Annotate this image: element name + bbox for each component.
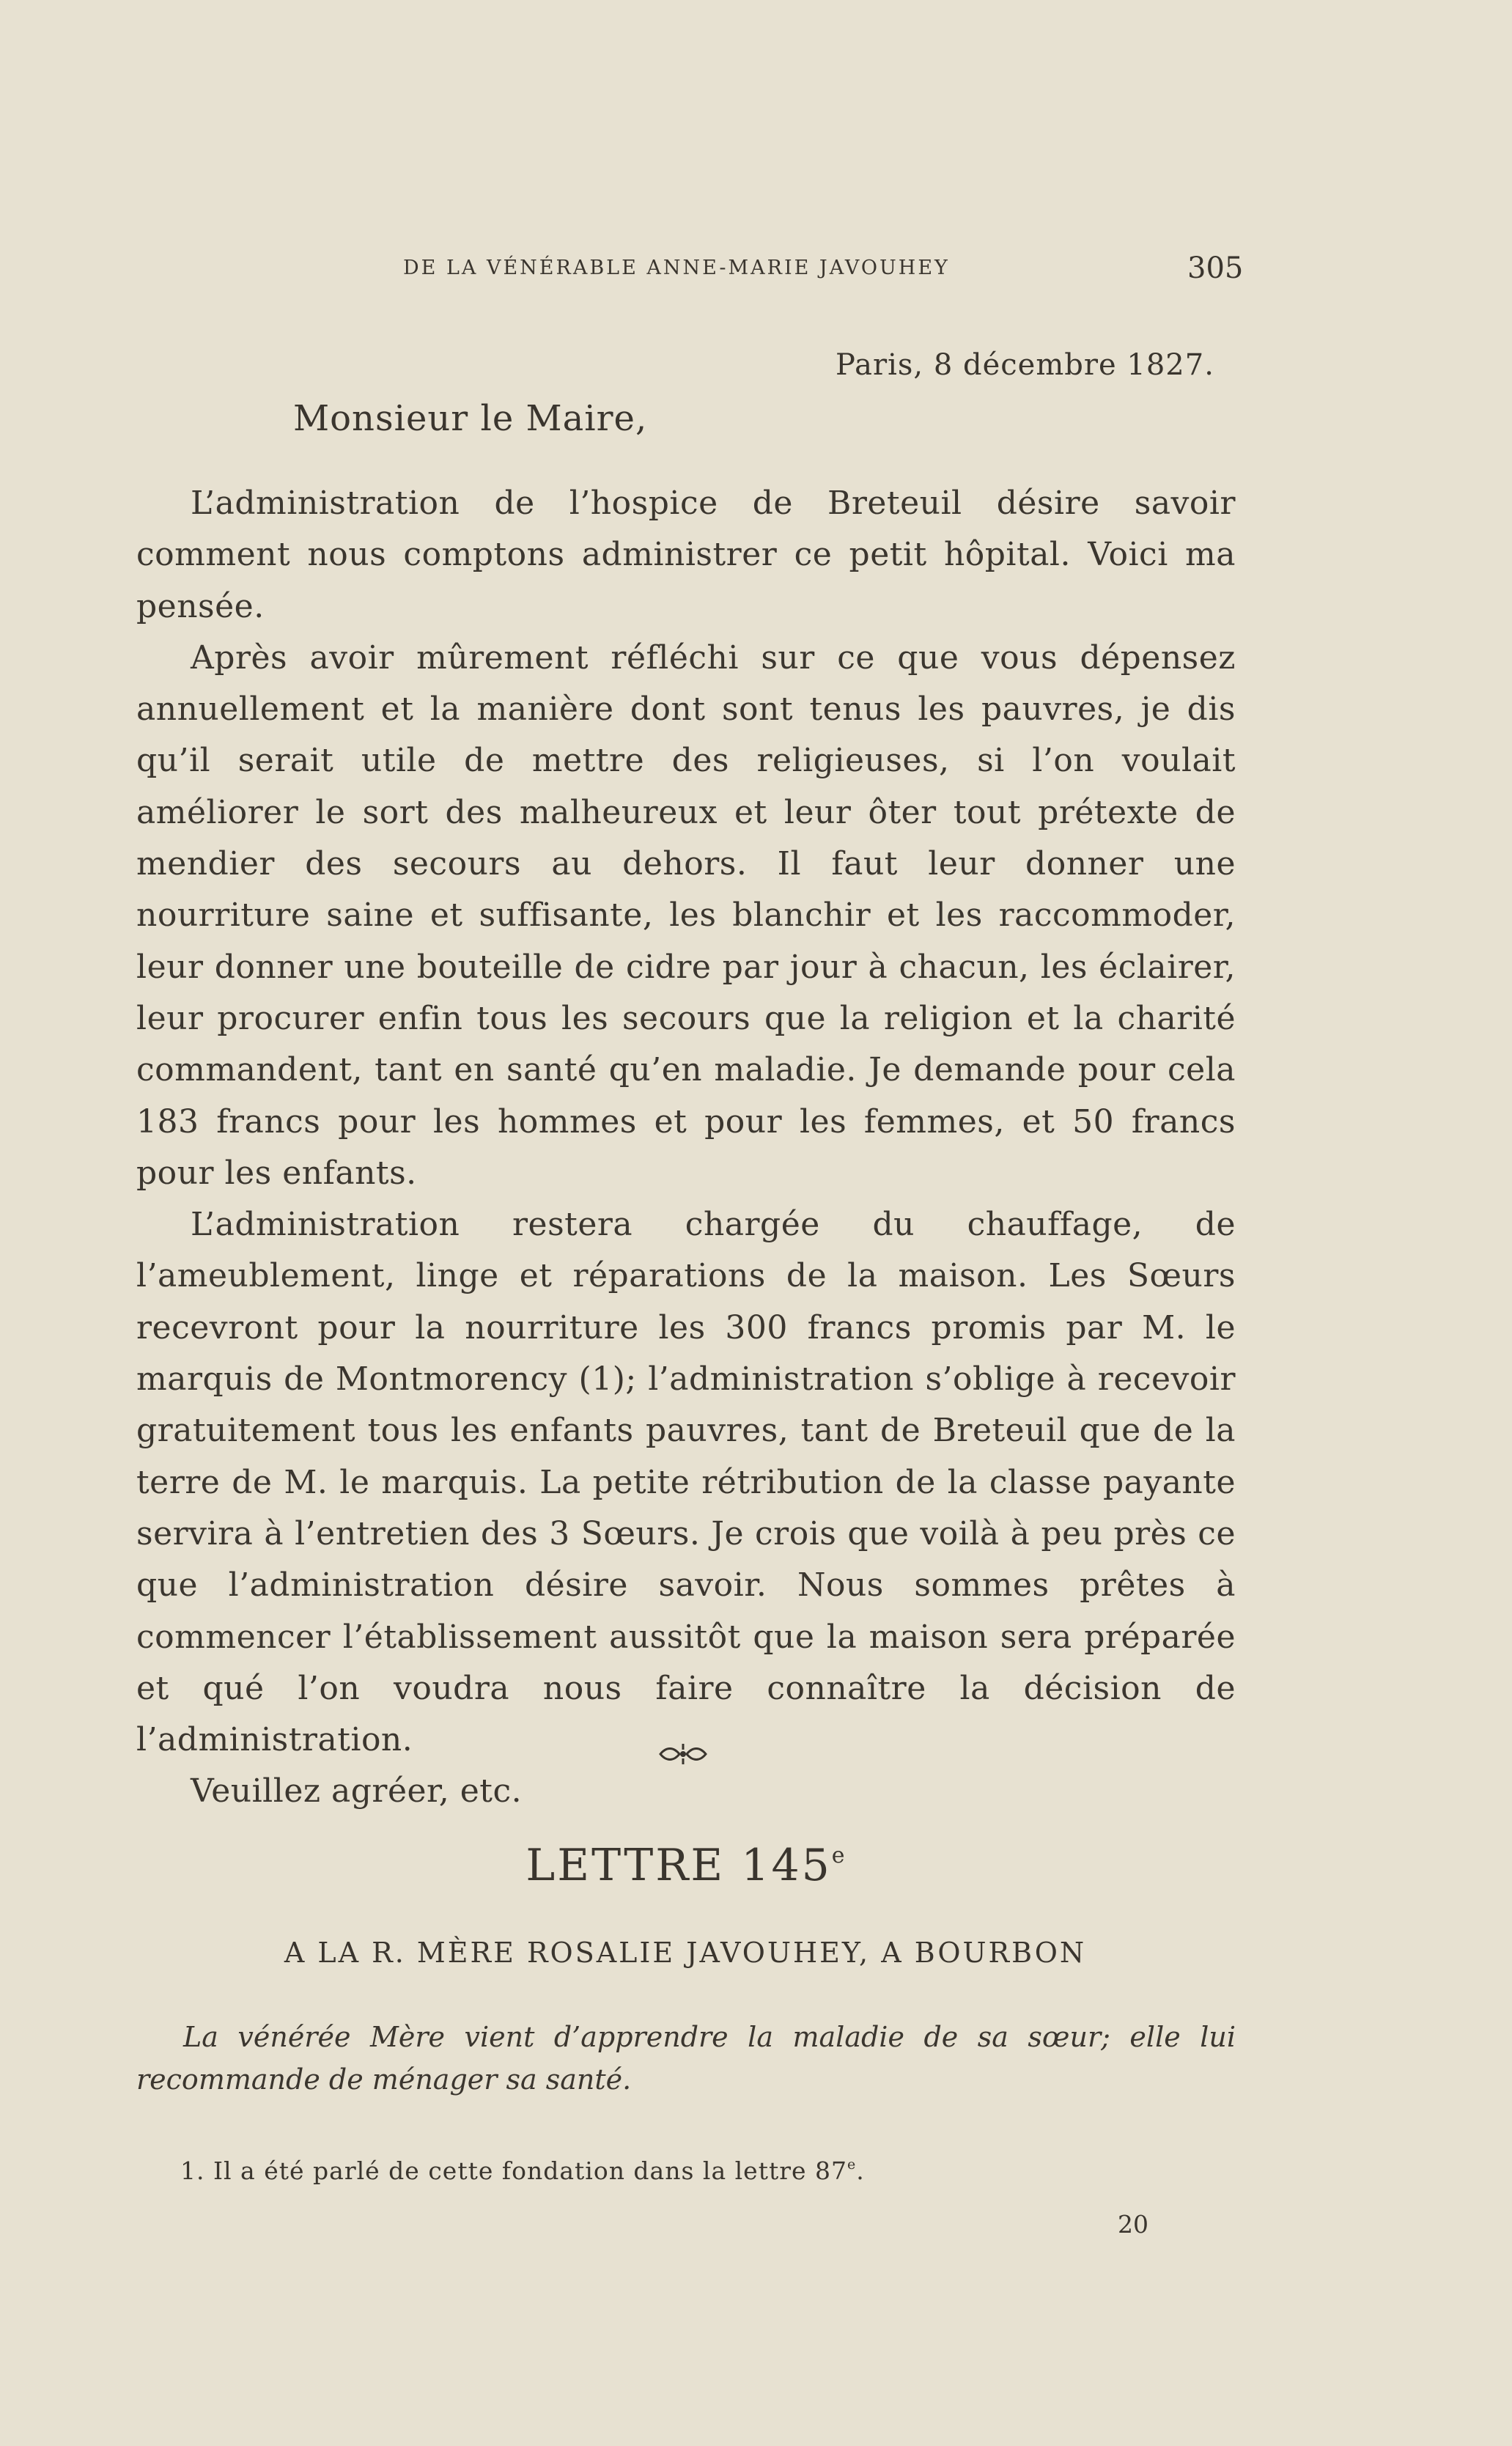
- letter-summary: [136, 2016, 1236, 2101]
- paragraph: Après avoir mûrement réfléchi sur ce que vous dépensez annuellement et la manière dont sont tenus les pauvres, je dis qu’il serait utile de mettre des religieuses, si l’on voulait améliorer le sort des malheureux et leur ôter tout prétexte de mendier des secours au dehors. Il faut leur donner une nourriture saine et suffisante, les blanchir et les raccommoder, leur donner une bouteille de cidre par jour à chacun, les éclairer, leur procurer enfin tous les secours que la religion et la charité commandent, tant en santé qu’en maladie. Je demande pour cela 183 francs pour les hommes et pour les femmes, et 50 francs pour les enfants.: [136, 638, 1236, 1192]
- footnote: [180, 2156, 865, 2185]
- page-number: 305: [1187, 251, 1244, 285]
- next-letter-title: [0, 1840, 1371, 1891]
- fleuron-ornament-icon: [657, 1741, 709, 1767]
- letter-body: [136, 478, 1236, 1818]
- summary-text: La vénérée Mère vient d’apprendre la maladie de sa sœur; elle lui recommande de ménager sa santé.: [136, 2021, 1236, 2096]
- paragraph: L’administration restera chargée du chauffage, de l’ameublement, linge et réparations de la maison. Les Sœurs recevront pour la nourriture les 300 francs promis par M. le marquis de Montmorency (1); l’administration s’oblige à recevoir gratuitement tous les enfants pauvres, tant de Breteuil que de la terre de M. le marquis. La petite rétribution de la classe payante servira à l’entretien des 3 Sœurs. Je crois que voilà à peu près ce que l’administration désire savoir. Nous sommes prêtes à commencer l’établissement aussitôt que la maison sera préparée et qué l’on voudra nous faire connaître la décision de l’administration.: [136, 1206, 1236, 1759]
- paragraph: L’administration de l’hospice de Breteuil désire savoir comment nous comptons administrer ce petit hôpital. Voici ma pensée.: [136, 485, 1236, 625]
- letter-recipient: A LA R. MÈRE ROSALIE JAVOUHEY, A BOURBON: [284, 1937, 1087, 1969]
- running-head: DE LA VÉNÉRABLE ANNE-MARIE JAVOUHEY: [403, 257, 950, 279]
- letter-title-superscript: e: [831, 1843, 845, 1868]
- letter-title-text: LETTRE 145: [525, 1840, 832, 1891]
- signature-mark: 20: [1118, 2210, 1148, 2239]
- footnote-superscript: e: [847, 2156, 857, 2173]
- footnote-end: .: [856, 2156, 865, 2185]
- letter-salutation: Monsieur le Maire,: [293, 398, 648, 439]
- footnote-text: 1. Il a été parlé de cette fondation dans la lettre 87: [180, 2156, 848, 2185]
- letter-closing: Veuillez agréer, etc.: [191, 1772, 523, 1810]
- letter-dateline: Paris, 8 décembre 1827.: [836, 348, 1214, 382]
